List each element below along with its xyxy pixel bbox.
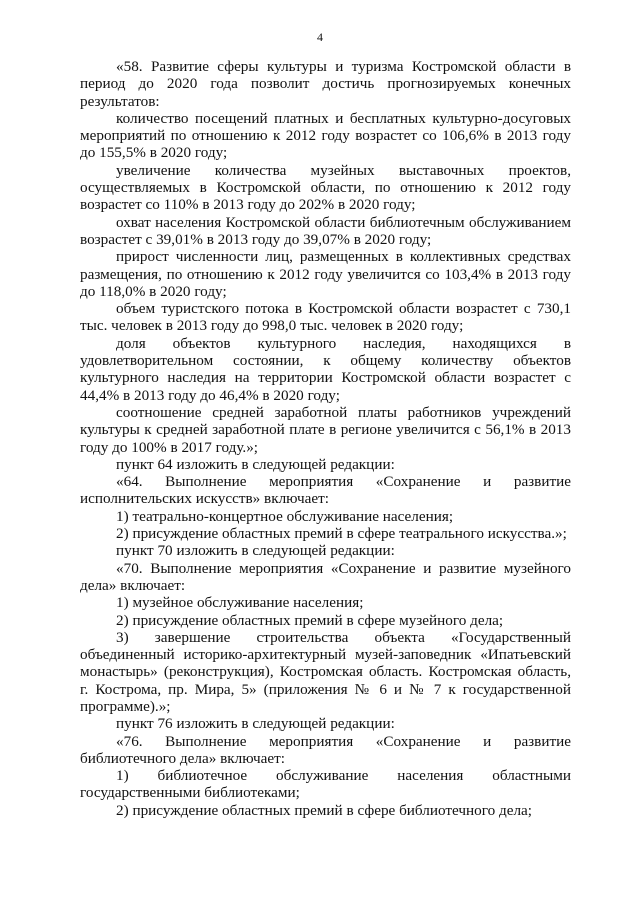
paragraph: количество посещений платных и бесплатных культурно-досуговых мероприятий по отношению к 2012 году возрастет со 106,6% в 2013 году до 155,5% в 2020 году; <box>80 109 571 162</box>
paragraph: увеличение количества музейных выставочных проектов, осуществляемых в Костромской области, по отношению к 2012 году возрастет со 110% в 2013 году до 202% в 2020 году; <box>80 161 571 214</box>
paragraph: соотношение средней заработной платы работников учреждений культуры к средней заработной плате в регионе увеличится с 56,1% в 2013 году до 100% в 2017 году.»; <box>80 403 571 456</box>
paragraph: «70. Выполнение мероприятия «Сохранение и развитие музейного дела» включает: <box>80 559 571 594</box>
paragraph: доля объектов культурного наследия, находящихся в удовлетворительном состоянии, к общему количеству объектов культурного наследия на территории Костромской области возрастет с 44,4% в 2013 году до 46,4% в 2020 году; <box>80 334 571 404</box>
document-body <box>80 58 571 819</box>
paragraph: пункт 70 изложить в следующей редакции: <box>116 542 395 560</box>
paragraph: объем туристского потока в Костромской области возрастет с 730,1 тыс. человек в 2013 году до 998,0 тыс. человек в 2020 году; <box>80 300 571 335</box>
list-item: 2) присуждение областных премий в сфере музейного дела; <box>116 611 504 629</box>
paragraph: прирост численности лиц, размещенных в коллективных средствах размещения, по отношению к 2012 году увеличится со 103,4% в 2013 году до 118,0% в 2020 году; <box>80 248 571 300</box>
paragraph: пункт 64 изложить в следующей редакции: <box>116 455 395 473</box>
list-item: 1) музейное обслуживание населения; <box>116 594 364 612</box>
paragraph: охват населения Костромской области библиотечным обслуживанием возрастет с 39,01% в 2013 году до 39,07% в 2020 году; <box>80 213 571 248</box>
paragraph: «76. Выполнение мероприятия «Сохранение и развитие библиотечного дела» включает: <box>80 732 571 767</box>
list-item: 1) театрально-концертное обслуживание населения; <box>116 507 454 525</box>
list-item: 2) присуждение областных премий в сфере театрального искусства.»; <box>116 525 567 543</box>
list-item: 1) библиотечное обслуживание населения областными государственными библиотеками; <box>80 767 571 802</box>
page-number: 4 <box>317 30 323 44</box>
list-item: 2) присуждение областных премий в сфере библиотечного дела; <box>116 801 532 819</box>
list-item: 3) завершение строительства объекта «Государственный объединенный историко-архитектурный музей-заповедник «Ипатьевский монастырь» (реконструкция), Костромская область. Костромская область, г. Кострома, пр. Мира, 5» (приложения № 6 и № 7 к государственной программе).»; <box>80 628 571 715</box>
paragraph: «64. Выполнение мероприятия «Сохранение и развитие исполнительских искусств» включает: <box>80 473 571 508</box>
paragraph: «58. Развитие сферы культуры и туризма Костромской области в период до 2020 года позволит достичь прогнозируемых конечных результатов: <box>80 58 571 110</box>
paragraph: пункт 76 изложить в следующей редакции: <box>116 715 395 733</box>
